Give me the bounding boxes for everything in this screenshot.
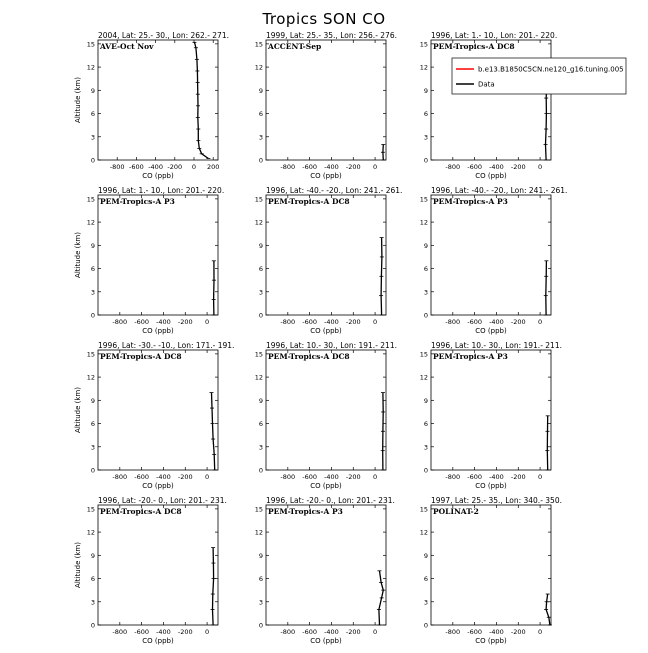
x-tick-label: -800 xyxy=(112,318,127,326)
y-tick-label: 3 xyxy=(91,443,95,451)
x-tick-label: -200 xyxy=(346,318,361,326)
y-tick-label: 6 xyxy=(91,420,95,428)
data-series-line xyxy=(212,393,215,470)
panel-title: 1996, Lat: 1.- 10., Lon: 201.- 220. xyxy=(431,31,557,40)
plot-frame xyxy=(266,350,386,470)
panel-2 xyxy=(255,31,397,180)
x-tick-label: -400 xyxy=(324,318,339,326)
y-tick-label: 9 xyxy=(259,397,263,405)
plot-frame xyxy=(266,195,386,315)
panel-title: 1996, Lat: -40.- -20., Lon: 241.- 261. xyxy=(266,186,402,195)
x-tick-label: -400 xyxy=(489,318,504,326)
y-tick-label: 6 xyxy=(259,110,263,118)
y-tick-label: 6 xyxy=(424,110,428,118)
y-tick-label: 12 xyxy=(87,374,95,382)
y-tick-label: 12 xyxy=(255,374,263,382)
y-tick-label: 0 xyxy=(259,622,263,630)
x-tick-label: -400 xyxy=(156,318,171,326)
x-axis-label: CO (ppb) xyxy=(475,637,507,645)
x-tick-label: -200 xyxy=(511,318,526,326)
x-tick-label: -400 xyxy=(489,163,504,171)
y-tick-label: 0 xyxy=(424,157,428,165)
x-tick-label: -600 xyxy=(134,628,149,636)
y-tick-label: 12 xyxy=(87,529,95,537)
y-tick-label: 0 xyxy=(91,157,95,165)
x-tick-label: 0 xyxy=(538,163,542,171)
x-tick-label: -600 xyxy=(302,628,317,636)
x-tick-label: 0 xyxy=(538,318,542,326)
y-axis-label: Altitude (km) xyxy=(74,542,82,588)
y-tick-label: 6 xyxy=(91,265,95,273)
x-tick-label: 0 xyxy=(373,318,377,326)
x-axis-label: CO (ppb) xyxy=(142,482,174,490)
panel-title: 1996, Lat: -40.- -20., Lon: 241.- 261. xyxy=(431,186,567,195)
panels xyxy=(74,31,567,645)
x-tick-label: 0 xyxy=(373,473,377,481)
plot-frame xyxy=(266,40,386,160)
x-axis-label: CO (ppb) xyxy=(142,637,174,645)
y-tick-label: 12 xyxy=(255,64,263,72)
y-tick-label: 12 xyxy=(255,219,263,227)
x-axis-label: CO (ppb) xyxy=(310,482,342,490)
y-tick-label: 6 xyxy=(424,265,428,273)
x-tick-label: -800 xyxy=(112,628,127,636)
plot-frame xyxy=(431,505,551,625)
y-tick-label: 9 xyxy=(259,552,263,560)
panel-6 xyxy=(420,186,568,335)
panel-3 xyxy=(420,31,558,180)
x-tick-label: -600 xyxy=(129,163,144,171)
y-tick-label: 12 xyxy=(87,64,95,72)
campaign-label: PEM-Tropics-A DC8 xyxy=(433,42,515,51)
y-tick-label: 12 xyxy=(255,529,263,537)
x-tick-label: -200 xyxy=(178,473,193,481)
y-tick-label: 0 xyxy=(91,467,95,475)
x-tick-label: 0 xyxy=(373,163,377,171)
y-tick-label: 9 xyxy=(259,87,263,95)
y-tick-label: 15 xyxy=(87,350,95,358)
plot-frame xyxy=(431,350,551,470)
campaign-label: ACCENT-Sep xyxy=(267,42,321,51)
y-axis-label: Altitude (km) xyxy=(74,77,82,123)
x-tick-label: -600 xyxy=(467,163,482,171)
x-tick-label: 0 xyxy=(538,473,542,481)
y-tick-label: 3 xyxy=(91,133,95,141)
panel-title: 1996, Lat: 10.- 30., Lon: 191.- 211. xyxy=(431,341,562,350)
panel-title: 2004, Lat: 25.- 30., Lon: 262.- 271. xyxy=(98,31,229,40)
x-tick-label: -600 xyxy=(134,318,149,326)
y-tick-label: 9 xyxy=(424,397,428,405)
x-tick-label: -600 xyxy=(302,473,317,481)
y-tick-label: 3 xyxy=(259,133,263,141)
x-tick-label: 0 xyxy=(205,473,209,481)
x-tick-label: -400 xyxy=(489,628,504,636)
plot-frame xyxy=(98,505,218,625)
x-tick-label: -400 xyxy=(324,163,339,171)
campaign-label: AVE-Oct Nov xyxy=(99,42,154,51)
x-axis-label: CO (ppb) xyxy=(142,327,174,335)
y-tick-label: 12 xyxy=(420,64,428,72)
y-tick-label: 9 xyxy=(259,242,263,250)
y-tick-label: 9 xyxy=(424,242,428,250)
y-tick-label: 3 xyxy=(259,288,263,296)
campaign-label: PEM-Tropics-A P3 xyxy=(268,507,343,516)
y-tick-label: 15 xyxy=(255,350,263,358)
x-tick-label: 0 xyxy=(373,628,377,636)
figure-title: Tropics SON CO xyxy=(261,10,385,28)
x-tick-label: -200 xyxy=(178,318,193,326)
y-tick-label: 3 xyxy=(424,598,428,606)
y-tick-label: 15 xyxy=(420,505,428,513)
y-tick-label: 3 xyxy=(424,133,428,141)
x-tick-label: -600 xyxy=(302,163,317,171)
x-tick-label: -400 xyxy=(489,473,504,481)
plot-frame xyxy=(431,195,551,315)
x-tick-label: -200 xyxy=(511,473,526,481)
y-tick-label: 15 xyxy=(87,40,95,48)
x-tick-label: -400 xyxy=(324,628,339,636)
plot-frame xyxy=(266,505,386,625)
campaign-label: POLINAT-2 xyxy=(433,507,479,516)
y-tick-label: 6 xyxy=(91,110,95,118)
x-axis-label: CO (ppb) xyxy=(310,172,342,180)
campaign-label: PEM-Tropics-A P3 xyxy=(433,197,508,206)
panel-8 xyxy=(255,341,397,490)
panel-title: 1996, Lat: -20.- 0., Lon: 201.- 231. xyxy=(266,496,395,505)
x-tick-label: -800 xyxy=(445,628,460,636)
x-tick-label: -600 xyxy=(302,318,317,326)
x-tick-label: -400 xyxy=(148,163,163,171)
legend-label: b.e13.B1850C5CN.ne120_g16.tuning.005 xyxy=(478,66,624,74)
x-tick-label: -200 xyxy=(511,628,526,636)
y-tick-label: 0 xyxy=(259,157,263,165)
x-tick-label: -200 xyxy=(346,163,361,171)
x-tick-label: -800 xyxy=(280,318,295,326)
panel-1 xyxy=(74,31,229,180)
y-tick-label: 0 xyxy=(259,312,263,320)
legend xyxy=(452,58,626,94)
x-tick-label: -800 xyxy=(280,473,295,481)
x-axis-label: CO (ppb) xyxy=(475,327,507,335)
y-tick-label: 15 xyxy=(255,505,263,513)
campaign-label: PEM-Tropics-A DC8 xyxy=(100,507,182,516)
x-tick-label: -200 xyxy=(178,628,193,636)
y-tick-label: 9 xyxy=(91,242,95,250)
plot-frame xyxy=(98,350,218,470)
x-tick-label: -800 xyxy=(280,628,295,636)
y-tick-label: 0 xyxy=(424,622,428,630)
y-axis-label: Altitude (km) xyxy=(74,387,82,433)
panel-title: 1997, Lat: 25.- 35., Lon: 340.- 350. xyxy=(431,496,562,505)
panel-9 xyxy=(420,341,562,490)
panel-5 xyxy=(255,186,403,335)
x-tick-label: -800 xyxy=(445,473,460,481)
x-tick-label: -800 xyxy=(445,318,460,326)
x-axis-label: CO (ppb) xyxy=(310,637,342,645)
x-tick-label: -800 xyxy=(280,163,295,171)
y-tick-label: 0 xyxy=(91,312,95,320)
y-tick-label: 3 xyxy=(259,443,263,451)
y-tick-label: 9 xyxy=(91,397,95,405)
x-tick-label: 200 xyxy=(207,163,219,171)
y-tick-label: 12 xyxy=(420,529,428,537)
panel-title: 1996, Lat: 10.- 30., Lon: 191.- 211. xyxy=(266,341,397,350)
y-tick-label: 6 xyxy=(259,575,263,583)
x-tick-label: -600 xyxy=(467,318,482,326)
y-axis-label: Altitude (km) xyxy=(74,232,82,278)
y-tick-label: 3 xyxy=(424,443,428,451)
legend-label: Data xyxy=(478,81,495,89)
x-tick-label: -400 xyxy=(156,473,171,481)
x-tick-label: -200 xyxy=(167,163,182,171)
x-tick-label: 0 xyxy=(192,163,196,171)
panel-title: 1999, Lat: 25.- 35., Lon: 256.- 276. xyxy=(266,31,397,40)
y-tick-label: 6 xyxy=(91,575,95,583)
y-tick-label: 0 xyxy=(259,467,263,475)
campaign-label: PEM-Tropics-A P3 xyxy=(433,352,508,361)
y-tick-label: 3 xyxy=(91,598,95,606)
y-tick-label: 3 xyxy=(91,288,95,296)
y-tick-label: 15 xyxy=(87,195,95,203)
panel-12 xyxy=(420,496,562,645)
y-tick-label: 0 xyxy=(424,467,428,475)
panel-7 xyxy=(74,341,234,490)
y-tick-label: 6 xyxy=(424,575,428,583)
y-tick-label: 6 xyxy=(259,420,263,428)
y-tick-label: 15 xyxy=(420,350,428,358)
campaign-label: PEM-Tropics-A DC8 xyxy=(268,352,350,361)
panel-title: 1996, Lat: 1.- 10., Lon: 201.- 220. xyxy=(98,186,224,195)
y-tick-label: 9 xyxy=(424,87,428,95)
y-tick-label: 3 xyxy=(424,288,428,296)
legend-box xyxy=(452,58,626,94)
plot-frame xyxy=(98,195,218,315)
x-tick-label: -600 xyxy=(467,473,482,481)
y-tick-label: 0 xyxy=(91,622,95,630)
y-tick-label: 15 xyxy=(87,505,95,513)
y-tick-label: 6 xyxy=(259,265,263,273)
y-tick-label: 15 xyxy=(420,40,428,48)
x-tick-label: -800 xyxy=(445,163,460,171)
y-tick-label: 15 xyxy=(255,195,263,203)
y-tick-label: 6 xyxy=(424,420,428,428)
data-series-line xyxy=(546,261,547,315)
x-tick-label: -600 xyxy=(134,473,149,481)
y-tick-label: 9 xyxy=(91,552,95,560)
x-axis-label: CO (ppb) xyxy=(475,172,507,180)
campaign-label: PEM-Tropics-A P3 xyxy=(100,197,175,206)
y-tick-label: 0 xyxy=(424,312,428,320)
campaign-label: PEM-Tropics-A DC8 xyxy=(100,352,182,361)
x-axis-label: CO (ppb) xyxy=(142,172,174,180)
plot-frame xyxy=(98,40,218,160)
x-tick-label: 0 xyxy=(205,318,209,326)
panel-10 xyxy=(74,496,227,645)
panel-title: 1996, Lat: -20.- 0., Lon: 201.- 231. xyxy=(98,496,227,505)
y-tick-label: 12 xyxy=(420,374,428,382)
y-tick-label: 15 xyxy=(420,195,428,203)
y-tick-label: 12 xyxy=(87,219,95,227)
campaign-label: PEM-Tropics-A DC8 xyxy=(268,197,350,206)
x-tick-label: -600 xyxy=(467,628,482,636)
panel-title: 1996, Lat: -30.- -10., Lon: 171.- 191. xyxy=(98,341,234,350)
x-tick-label: -200 xyxy=(346,473,361,481)
y-tick-label: 9 xyxy=(424,552,428,560)
x-tick-label: -800 xyxy=(112,473,127,481)
y-tick-label: 15 xyxy=(255,40,263,48)
y-tick-label: 3 xyxy=(259,598,263,606)
x-tick-label: -800 xyxy=(110,163,125,171)
x-tick-label: -400 xyxy=(156,628,171,636)
x-tick-label: -200 xyxy=(511,163,526,171)
data-series-line xyxy=(213,548,214,625)
panel-11 xyxy=(255,496,395,645)
x-tick-label: -400 xyxy=(324,473,339,481)
x-axis-label: CO (ppb) xyxy=(310,327,342,335)
y-tick-label: 9 xyxy=(91,87,95,95)
x-tick-label: 0 xyxy=(205,628,209,636)
panel-4 xyxy=(74,186,224,335)
x-axis-label: CO (ppb) xyxy=(475,482,507,490)
x-tick-label: -200 xyxy=(346,628,361,636)
x-tick-label: 0 xyxy=(538,628,542,636)
y-tick-label: 12 xyxy=(420,219,428,227)
